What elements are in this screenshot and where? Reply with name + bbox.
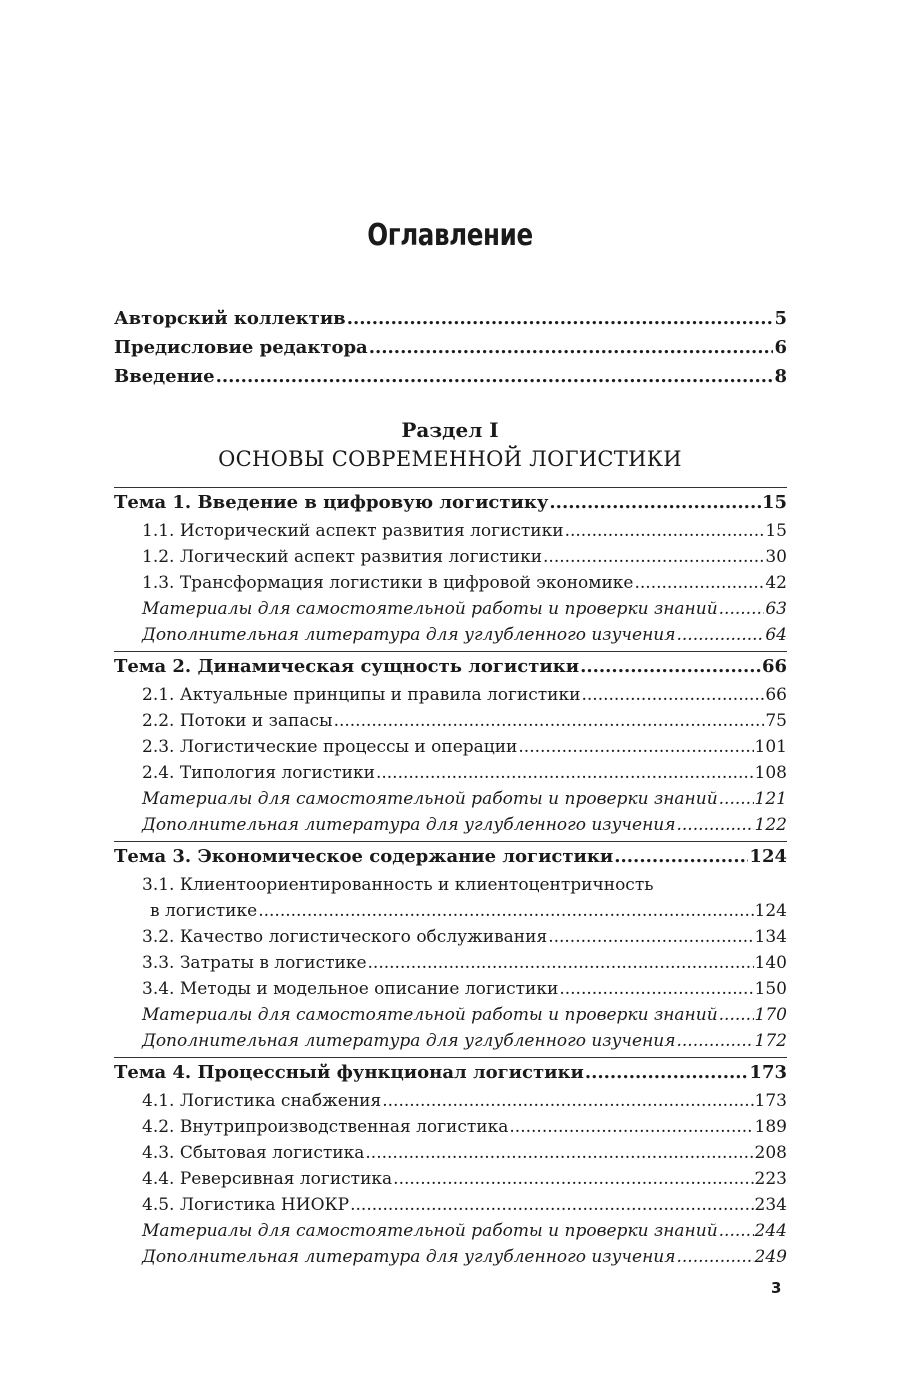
toc-entry-title: 3.2. Качество логистического обслуживания xyxy=(142,927,548,947)
toc-topic-entry[interactable] xyxy=(114,1058,787,1088)
toc-topics xyxy=(114,484,787,1270)
toc-subentry[interactable] xyxy=(114,1244,787,1270)
toc-subentry[interactable] xyxy=(114,1218,787,1244)
dot-leader xyxy=(350,1192,753,1218)
toc-entry-page: 134 xyxy=(754,927,787,947)
toc-entry-page: 30 xyxy=(765,547,787,567)
dot-leader xyxy=(676,812,753,838)
toc-subentry[interactable] xyxy=(114,708,787,734)
toc-entry-page: 140 xyxy=(754,953,787,973)
toc-entry-title: Дополнительная литература для углубленного изучения xyxy=(142,1031,676,1051)
dot-leader xyxy=(258,898,753,924)
toc-entry-page: 249 xyxy=(754,1247,787,1267)
toc-entry-page: 6 xyxy=(774,337,787,358)
toc-subentry[interactable] xyxy=(114,1192,787,1218)
dot-leader xyxy=(719,1002,754,1028)
toc-entry-page: 122 xyxy=(754,815,787,835)
dot-leader xyxy=(548,924,753,950)
toc-entry-page: 101 xyxy=(754,737,787,757)
toc-subentry[interactable] xyxy=(114,1166,787,1192)
dot-leader xyxy=(719,786,754,812)
toc-subentry[interactable] xyxy=(114,950,787,976)
dot-leader xyxy=(676,1028,753,1054)
dot-leader xyxy=(676,622,764,648)
toc-subentry[interactable] xyxy=(114,786,787,812)
toc-entry-title: 4.2. Внутрипроизводственная логистика xyxy=(142,1117,509,1137)
topic-block xyxy=(114,487,787,648)
toc-entry-page: 108 xyxy=(754,763,787,783)
toc-entry-title: Тема 3. Экономическое содержание логистики xyxy=(114,846,614,867)
toc-entry-page: 150 xyxy=(754,979,787,999)
toc-entry-page: 121 xyxy=(754,789,787,809)
topic-block xyxy=(114,841,787,1054)
toc-entry-title: Предисловие редактора xyxy=(114,337,368,358)
topic-block xyxy=(114,651,787,838)
dot-leader xyxy=(216,362,774,392)
toc-entry-page: 124 xyxy=(749,846,787,867)
toc-entry-page: 66 xyxy=(765,685,787,705)
toc-entry-page: 223 xyxy=(754,1169,787,1189)
toc-entry-title: 1.1. Исторический аспект развития логистики xyxy=(142,521,564,541)
toc-entry-title: 4.5. Логистика НИОКР xyxy=(142,1195,350,1215)
page-number: 3 xyxy=(771,1279,782,1297)
toc-entry-page: 75 xyxy=(765,711,787,731)
toc-entry-page: 15 xyxy=(765,521,787,541)
toc-entry[interactable] xyxy=(114,304,787,334)
toc-subentry-line1[interactable]: 3.1. Клиентоориентированность и клиентоцентричность xyxy=(142,875,654,895)
toc-entry-title: Авторский коллектив xyxy=(114,308,346,329)
toc-entry-title: Дополнительная литература для углубленного изучения xyxy=(142,625,676,645)
dot-leader xyxy=(614,842,748,872)
toc-entry-page: 172 xyxy=(754,1031,787,1051)
toc-entry-title: 4.3. Сбытовая логистика xyxy=(142,1143,365,1163)
dot-leader xyxy=(365,1140,753,1166)
toc-entry-title: 2.1. Актуальные принципы и правила логистики xyxy=(142,685,581,705)
toc-entry-title: Тема 2. Динамическая сущность логистики xyxy=(114,656,580,677)
toc-subentry[interactable] xyxy=(114,1140,787,1166)
toc-entry-title: 3.4. Методы и модельное описание логистики xyxy=(142,979,559,999)
toc-entry-page: 189 xyxy=(754,1117,787,1137)
toc-entry-title: 2.4. Типология логистики xyxy=(142,763,375,783)
dot-leader xyxy=(347,304,774,334)
dot-leader xyxy=(676,1244,753,1270)
section-number: Раздел I xyxy=(401,418,499,442)
toc-entry-title: Материалы для самостоятельной работы и проверки знаний xyxy=(142,789,718,809)
dot-leader xyxy=(393,1166,753,1192)
toc-entry-page: 66 xyxy=(761,656,787,677)
toc-entry-title: 2.3. Логистические процессы и операции xyxy=(142,737,518,757)
toc-subentry[interactable] xyxy=(114,1028,787,1054)
toc-subentry[interactable] xyxy=(114,622,787,648)
dot-leader xyxy=(585,1058,749,1088)
toc-entry-title: Введение xyxy=(114,366,215,387)
dot-leader xyxy=(369,333,774,363)
dot-leader xyxy=(382,1088,753,1114)
dot-leader xyxy=(334,708,765,734)
toc-entry-page: 63 xyxy=(765,599,787,619)
toc-entry-title: Тема 4. Процессный функционал логистики xyxy=(114,1062,584,1083)
page-title: Оглавление xyxy=(367,218,533,253)
toc-entry-page: 173 xyxy=(749,1062,787,1083)
toc-subentry[interactable] xyxy=(114,734,787,760)
toc-entry-page: 170 xyxy=(754,1005,787,1025)
toc-subentry[interactable] xyxy=(114,976,787,1002)
dot-leader xyxy=(559,976,753,1002)
toc-entry-page: 244 xyxy=(754,1221,787,1241)
toc-front-matter xyxy=(114,304,787,391)
dot-leader xyxy=(580,652,761,682)
toc-subentry[interactable] xyxy=(114,518,787,544)
toc-entry-title: в логистике xyxy=(150,901,258,921)
toc-entry-title: Материалы для самостоятельной работы и проверки знаний xyxy=(142,1005,718,1025)
dot-leader xyxy=(376,760,754,786)
toc-entry-title: Дополнительная литература для углубленного изучения xyxy=(142,815,676,835)
toc-subentry[interactable] xyxy=(114,1088,787,1114)
toc-entry-title: Дополнительная литература для углубленного изучения xyxy=(142,1247,676,1267)
dot-leader xyxy=(368,950,754,976)
dot-leader xyxy=(543,544,764,570)
dot-leader xyxy=(719,1218,754,1244)
dot-leader xyxy=(509,1114,753,1140)
toc-topic-entry[interactable] xyxy=(114,842,787,872)
dot-leader xyxy=(581,682,764,708)
toc-subentry[interactable] xyxy=(114,924,787,950)
toc-subentry[interactable] xyxy=(114,544,787,570)
toc-entry-page: 64 xyxy=(765,625,787,645)
toc-entry-page: 15 xyxy=(761,492,787,513)
toc-topic-entry[interactable] xyxy=(114,488,787,518)
dot-leader xyxy=(518,734,753,760)
toc-topic-entry[interactable] xyxy=(114,652,787,682)
toc-entry-page: 234 xyxy=(754,1195,787,1215)
dot-leader xyxy=(565,518,765,544)
toc-entry[interactable] xyxy=(114,362,787,392)
toc-subentry[interactable] xyxy=(114,812,787,838)
toc-subentry[interactable] xyxy=(114,898,787,924)
toc-entry-page: 124 xyxy=(754,901,787,921)
toc-entry-title: Материалы для самостоятельной работы и проверки знаний xyxy=(142,599,718,619)
toc-subentry[interactable] xyxy=(114,596,787,622)
toc-entry-page: 208 xyxy=(754,1143,787,1163)
topic-block xyxy=(114,1057,787,1270)
dot-leader xyxy=(549,488,761,518)
toc-entry-title: 1.3. Трансформация логистики в цифровой экономике xyxy=(142,573,634,593)
toc-entry-page: 42 xyxy=(765,573,787,593)
toc-entry-title: 3.3. Затраты в логистике xyxy=(142,953,367,973)
toc-entry[interactable] xyxy=(114,333,787,363)
toc-subentry[interactable] xyxy=(114,682,787,708)
toc-entry-title: Материалы для самостоятельной работы и проверки знаний xyxy=(142,1221,718,1241)
toc-entry-page: 8 xyxy=(774,366,787,387)
section-heading xyxy=(0,416,900,474)
toc-entry-page: 173 xyxy=(754,1091,787,1111)
toc-subentry[interactable] xyxy=(114,760,787,786)
toc-entry-title: 4.4. Реверсивная логистика xyxy=(142,1169,393,1189)
dot-leader xyxy=(719,596,765,622)
section-title: ОСНОВЫ СОВРЕМЕННОЙ ЛОГИСТИКИ xyxy=(218,447,682,471)
dot-leader xyxy=(635,570,765,596)
toc-entry-title: Тема 1. Введение в цифровую логистику xyxy=(114,492,549,513)
toc-entry-title: 2.2. Потоки и запасы xyxy=(142,711,333,731)
toc-entry-title: 1.2. Логический аспект развития логистики xyxy=(142,547,543,567)
toc-subentry[interactable] xyxy=(114,1114,787,1140)
toc-entry-title: 4.1. Логистика снабжения xyxy=(142,1091,382,1111)
toc-entry-page: 5 xyxy=(774,308,787,329)
toc-subentry[interactable] xyxy=(114,1002,787,1028)
toc-subentry[interactable] xyxy=(114,570,787,596)
